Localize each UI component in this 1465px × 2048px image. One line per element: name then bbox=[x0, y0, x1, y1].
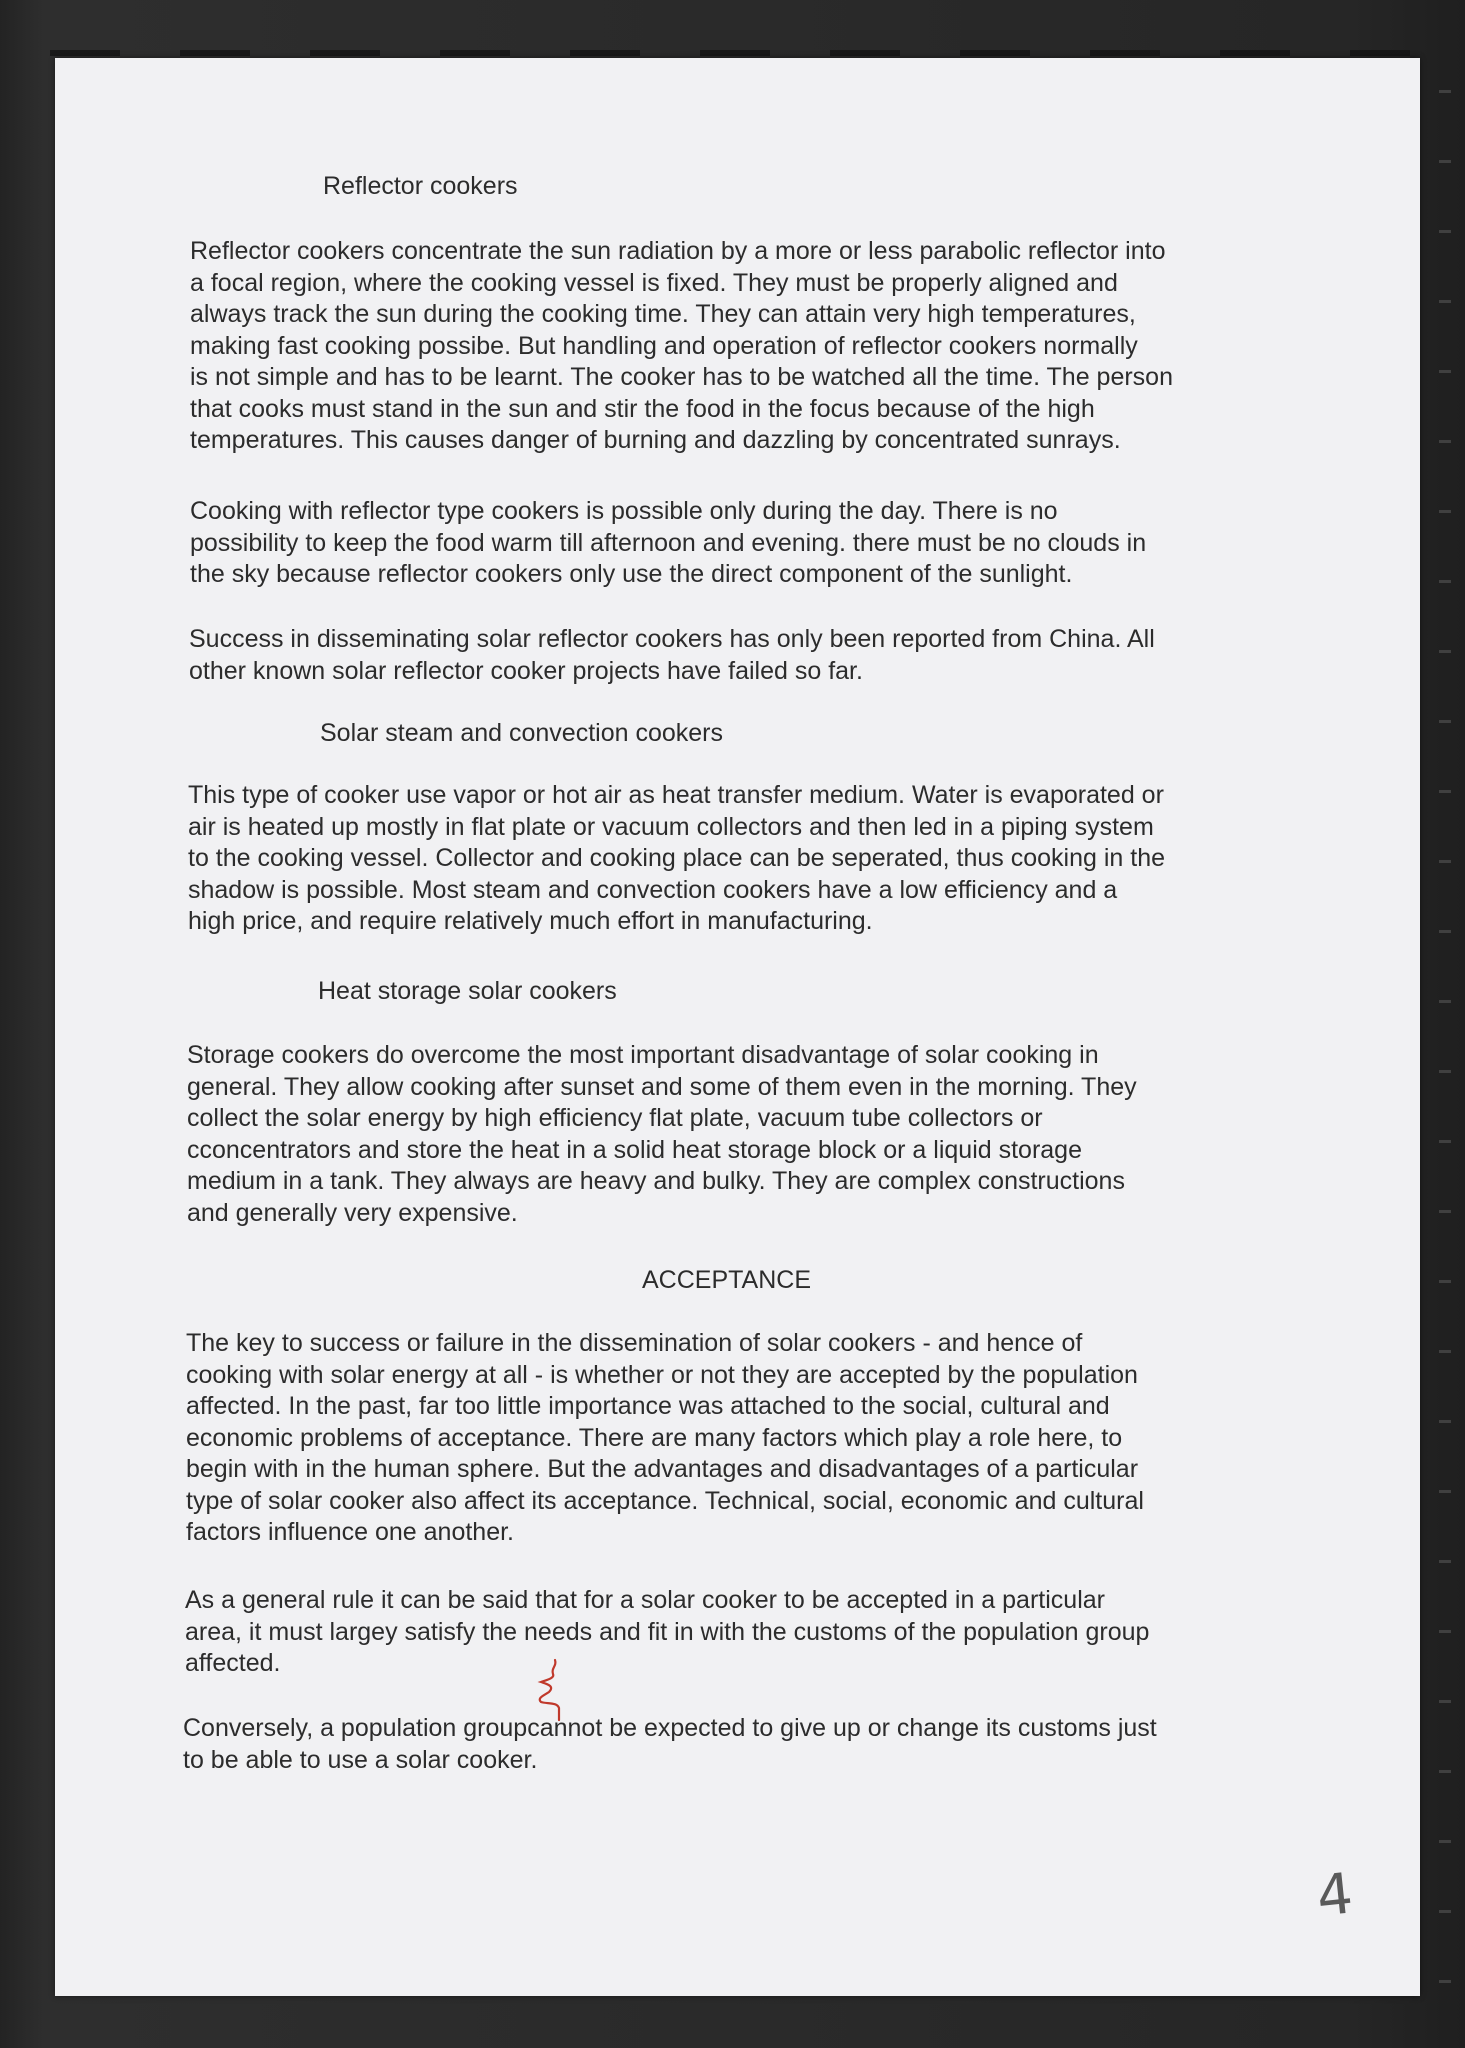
text-line: and generally very expensive. bbox=[187, 1198, 518, 1227]
text-line: to be able to use a solar cooker. bbox=[183, 1745, 538, 1774]
text-line: affected. In the past, far too little importance was attached to the social, cultural and bbox=[186, 1392, 1110, 1420]
text-line: that cooks must stand in the sun and stir the food in the focus because of the high bbox=[190, 394, 1095, 423]
text-line: medium in a tank. They always are heavy and bulky. They are complex constructions bbox=[187, 1167, 1125, 1195]
text-line: begin with in the human sphere. But the advantages and disadvantages of a particular bbox=[186, 1455, 1139, 1483]
proofreading-mark-icon bbox=[533, 1658, 573, 1728]
text-line: cooking with solar energy at all - is whether or not they are accepted by the population bbox=[186, 1360, 1138, 1389]
top-edge-marks bbox=[50, 50, 1410, 56]
text-line: possibility to keep the food warm till afternoon and evening. there must be no clouds in bbox=[190, 528, 1147, 557]
text-line: Success in disseminating solar reflector cookers has only been reported from China. All bbox=[189, 625, 1155, 653]
text-line: high price, and require relatively much effort in manufacturing. bbox=[188, 907, 873, 935]
text-line: cconcentrators and store the heat in a solid heat storage block or a liquid storage bbox=[187, 1135, 1082, 1164]
text-line: factors influence one another. bbox=[186, 1518, 515, 1546]
text-line: economic problems of acceptance. There are many factors which play a role here, to bbox=[186, 1423, 1123, 1452]
text-line: air is heated up mostly in flat plate or vacuum collectors and then led in a piping system bbox=[188, 812, 1154, 841]
binding-edge bbox=[1439, 90, 1451, 1990]
heading-steam-convection-cookers: Solar steam and convection cookers bbox=[320, 719, 723, 747]
text-line: shadow is possible. Most steam and convection cookers have a low efficiency and a bbox=[188, 875, 1118, 904]
text-line: Conversely, a population groupcannot be expected to give up or change its customs just bbox=[183, 1714, 1157, 1742]
text-line: As a general rule it can be said that for a solar cooker to be accepted in a particular bbox=[185, 1586, 1105, 1614]
text-line: other known solar reflector cooker projects have failed so far. bbox=[189, 656, 863, 685]
text-line: the sky because reflector cookers only use the direct component of the sunlight. bbox=[190, 560, 1073, 588]
paragraph-acceptance-key bbox=[186, 1328, 1296, 1549]
paragraph-reflector-daytime bbox=[190, 496, 1300, 591]
text-line: Cooking with reflector type cookers is possible only during the day. There is no bbox=[190, 497, 1058, 525]
paragraph-heat-storage bbox=[187, 1040, 1297, 1229]
text-line: making fast cooking possibe. But handling and operation of reflector cookers normally bbox=[190, 331, 1138, 360]
heading-reflector-cookers: Reflector cookers bbox=[323, 172, 518, 200]
handwritten-page-number: 4 bbox=[1313, 1861, 1356, 1930]
paragraph-reflector-success bbox=[189, 624, 1299, 687]
text-line: always track the sun during the cooking time. They can attain very high temperatures, bbox=[190, 300, 1136, 328]
heading-heat-storage-cookers: Heat storage solar cookers bbox=[318, 977, 617, 1005]
text-line: Reflector cookers concentrate the sun radiation by a more or less parabolic reflector into bbox=[190, 237, 1166, 265]
text-line: Storage cookers do overcome the most important disadvantage of solar cooking in bbox=[187, 1041, 1099, 1069]
paragraph-steam-convection bbox=[188, 780, 1298, 938]
text-line: affected. bbox=[185, 1649, 281, 1677]
text-line: a focal region, where the cooking vessel is fixed. They must be properly aligned and bbox=[190, 268, 1118, 297]
text-line: The key to success or failure in the dissemination of solar cookers - and hence of bbox=[186, 1329, 1083, 1357]
text-line: temperatures. This causes danger of burning and dazzling by concentrated sunrays. bbox=[190, 426, 1121, 454]
text-line: is not simple and has to be learnt. The cooker has to be watched all the time. The person bbox=[190, 363, 1173, 391]
text-line: to the cooking vessel. Collector and cooking place can be seperated, thus cooking in the bbox=[188, 844, 1166, 872]
text-line: type of solar cooker also affect its acceptance. Technical, social, economic and cultural bbox=[186, 1486, 1144, 1515]
text-line: area, it must largey satisfy the needs and fit in with the customs of the population group bbox=[185, 1617, 1150, 1646]
text-line: collect the solar energy by high efficiency flat plate, vacuum tube collectors or bbox=[187, 1104, 1043, 1132]
paragraph-reflector-intro bbox=[190, 236, 1300, 457]
text-line: general. They allow cooking after sunset and some of them even in the morning. They bbox=[187, 1072, 1137, 1101]
paragraph-acceptance-rule bbox=[185, 1585, 1295, 1680]
document-page bbox=[55, 58, 1420, 1996]
text-line: This type of cooker use vapor or hot air as heat transfer medium. Water is evaporated or bbox=[188, 781, 1164, 809]
paragraph-acceptance-conversely bbox=[183, 1713, 1293, 1776]
heading-acceptance: ACCEPTANCE bbox=[642, 1266, 812, 1294]
